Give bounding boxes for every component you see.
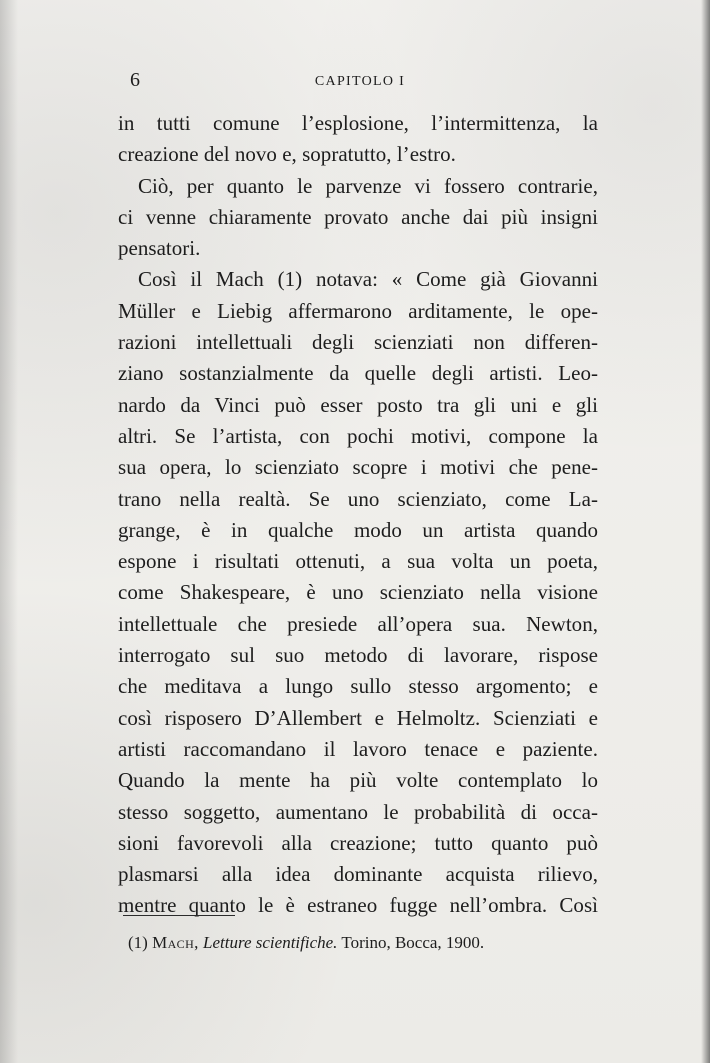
footnote-divider <box>123 915 235 916</box>
text-line: così risposero D’Allembert e Helmoltz. Scienziati e <box>118 705 598 730</box>
text-line: Quando la mente ha più volte contemplato lo <box>118 768 598 793</box>
text-line: pensatori. <box>118 236 201 261</box>
text-line: sua opera, lo scienziato scopre i motivi che pene- <box>118 455 598 480</box>
chapter-title: CAPITOLO I <box>314 74 406 89</box>
text-line: mentre quanto le è estraneo fugge nell’ombra. Così <box>118 893 598 918</box>
text-line: espone i risultati ottenuti, a sua volta un poeta, <box>118 549 598 574</box>
text-line: nardo da Vinci può esser posto tra gli uni e gli <box>118 392 598 417</box>
page-left-shadow <box>0 0 18 1063</box>
running-head <box>130 70 600 94</box>
text-line: Ciò, per quanto le parvenze vi fossero contrarie, <box>138 173 598 198</box>
text-line: stesso soggetto, aumentano le probabilità di occa- <box>118 799 598 824</box>
footnote-marker: (1) <box>128 933 148 952</box>
text-line: grange, è in qualche modo un artista quando <box>118 517 598 542</box>
main-text <box>118 108 598 922</box>
page-number: 6 <box>130 69 140 91</box>
text-line: in tutti comune l’esplosione, l’intermittenza, la <box>118 111 598 135</box>
text-line: altri. Se l’artista, con pochi motivi, compone la <box>118 423 598 448</box>
text-line: sioni favorevoli alla creazione; tutto quanto può <box>118 830 598 855</box>
text-line: Così il Mach (1) notava: « Come già Giovanni <box>138 267 598 292</box>
text-line: artisti raccomandano il lavoro tenace e paziente. <box>118 736 598 761</box>
text-line: plasmarsi alla idea dominante acquista rilievo, <box>118 862 598 887</box>
text-line: intellettuale che presiede all’opera sua. Newton, <box>118 611 598 636</box>
text-line: ci venne chiaramente provato anche dai più insigni <box>118 204 598 229</box>
page-right-edge <box>701 0 710 1063</box>
text-line: ziano sostanzialmente da quelle degli artisti. Leo- <box>118 361 598 386</box>
text-line: trano nella realtà. Se uno scienziato, come La- <box>118 486 598 511</box>
footnote-author: Mach, <box>152 933 199 952</box>
footnote-title: Letture scientifiche. <box>203 933 338 952</box>
text-line: come Shakespeare, è uno scienziato nella visione <box>118 580 598 605</box>
footnote-publication: Torino, Bocca, 1900. <box>341 933 485 952</box>
text-line: interrogato sul suo metodo di lavorare, rispose <box>118 643 598 668</box>
text-line: Müller e Liebig affermarono arditamente, le ope- <box>118 298 598 323</box>
text-line: razioni intellettuali degli scienziati non differen- <box>118 330 598 355</box>
text-line: creazione del novo e, sopratutto, l’estro. <box>118 142 456 167</box>
footnote <box>128 931 588 955</box>
text-line: che meditava a lungo sullo stesso argomento; e <box>118 674 598 699</box>
